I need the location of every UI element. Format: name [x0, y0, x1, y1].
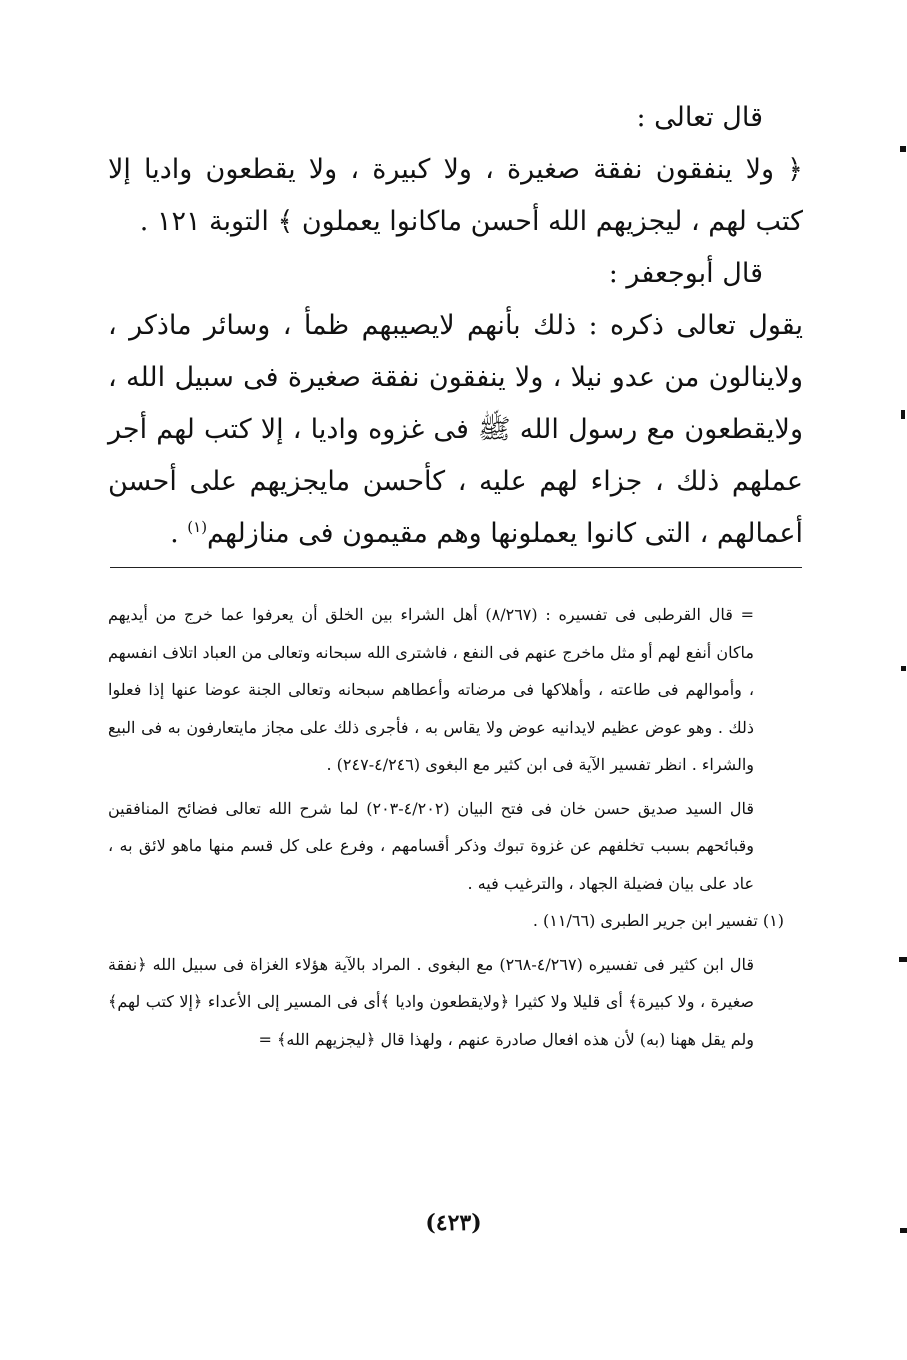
commentary-text: يقول تعالى ذكره : ذلك بأنهم لايصيبهم ظمأ ، وسائر ماذكر ، ولاينالون من عدو نيلا ، ولا ينفقون نفقة صغيرة فى سبيل الله ، ولايقطعون مع رسول الله ﷺ فى غزوه واديا ، إلا كتب لهم أجر عملهم ذلك ، جزاء لهم عليه ، كأحسن مايجزيهم على أحسن أعمالهم ، التى كانوا يعملونها وهم مقيمون فى منازلهم [108, 310, 803, 549]
footnote-reference: (١) [187, 518, 208, 536]
scan-edge-mark [901, 410, 905, 419]
main-text [108, 92, 803, 560]
commentary-paragraph [108, 300, 803, 560]
scan-edge-mark [899, 957, 907, 962]
scan-edge-mark [900, 1228, 907, 1233]
quran-verse: ﴿ ولا ينفقون نفقة صغيرة ، ولا كبيرة ، ولا يقطعون واديا إلا كتب لهم ، ليجزيهم الله أحسن ماكانوا يعملون ﴾ التوبة ١٢١ . [108, 154, 803, 237]
footnote-ibn-kathir: قال ابن كثير فى تفسيره (٤/٢٦٧-٢٦٨) مع البغوى . المراد بالآية هؤلاء الغزاة فى سبيل الله ﴿نفقة صغيرة ، ولا كبيرة﴾ أى قليلا ولا كثيرا ﴿ولايقطعون واديا ﴾أى فى المسير إلى الأعداء ﴿إلا كتب لهم﴾ ولم يقل ههنا (به) لأن هذه افعال صادرة عنهم ، ولهذا قال ﴿ليجزيهم الله﴾ = [108, 954, 755, 1049]
footnote-1: (١) تفسير ابن جرير الطبرى (١١/٦٦) . [532, 911, 784, 930]
page-number: (٤٢٣) [425, 1210, 482, 1236]
scan-edge-mark [901, 666, 906, 671]
heading-qala-taala: قال تعالى : [636, 102, 763, 133]
footnotes-section [108, 596, 784, 1058]
commentary-end: . [170, 518, 188, 549]
heading-abu-jafar: قال أبوجعفر : [608, 258, 763, 289]
footnote-divider [110, 567, 802, 568]
footnote-continuation: = قال القرطبى فى تفسيره : (٨/٢٦٧) أهل الشراء بين الخلق أن يعرفوا عما خرج من أيديهم ماكان أنفع لهم أو مثل ماخرج عنهم فى النفع ، فاشترى الله سبحانه وتعالى من العباد اتلاف انفسهم ، وأموالهم فى طاعته ، وأهلاكها فى مرضاته وأعطاهم سبحانه وتعالى الجنة عوضا عنها إذا فعلوا ذلك . وهو عوض عظيم لايدانيه عوض ولا يقاس به ، فأجرى ذلك على مجاز مايتعارفون به فى البيع والشراء . انظر تفسير الآية فى ابن كثير مع البغوى (٤/٢٤٦-٢٤٧) . [108, 605, 754, 774]
scan-edge-mark [900, 146, 906, 152]
footnote-siddiq-hasan-khan: قال السيد صديق حسن خان فى فتح البيان (٤/٢٠٢-٢٠٣) لما شرح الله تعالى فضائح المنافقين وقبائحهم بسبب تخلفهم عن غزوة تبوك وذكر أقسامهم ، وفرع على كل قسم منها ماهو لائق به ، عاد على بيان فضيلة الجهاد ، والترغيب فيه . [108, 798, 754, 893]
